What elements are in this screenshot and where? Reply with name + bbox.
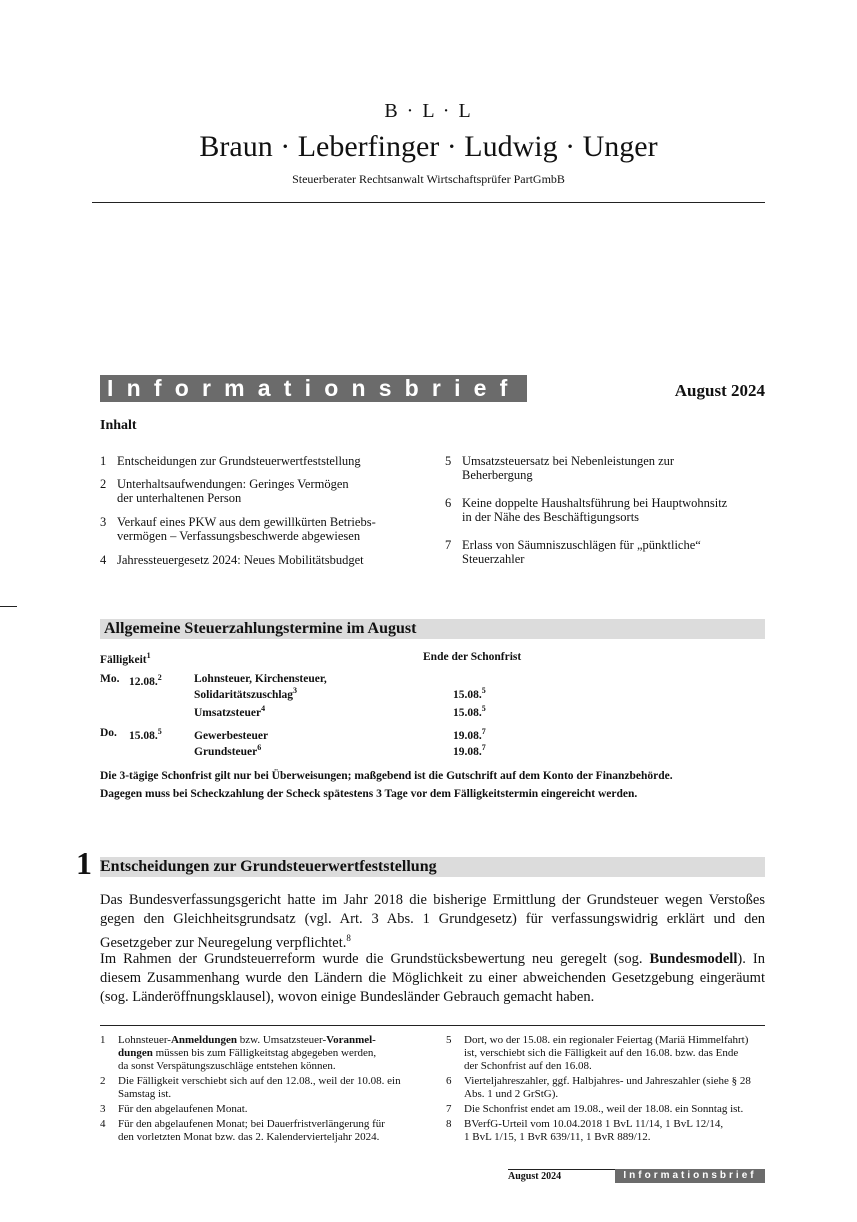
tax-type: Gewerbesteuer — [194, 729, 269, 742]
tax-type: Solidaritätszuschlag$^3$ — [194, 686, 298, 701]
footnote: 2 Die Fälligkeit verschiebt sich auf den 12.08., weil der 10.08. ein Samstag ist. — [100, 1075, 401, 1100]
toc-item-number: 6 — [445, 496, 452, 510]
body-paragraph: Im Rahmen der Grundsteuerreform wurde die Grundstücksbewertung neu geregelt (sog. Bundesmodell). In diesem Zusammenhang wurde den Ländern die Möglichkeit zu einer abweichenden Gesetzgebung eingeräumt (sog. Länderöffnungsklausel), wovon einige Bundesländer Gebrauch gemacht haben. — [100, 951, 765, 1005]
grace-end-date: 15.08.$^5$ — [453, 704, 486, 719]
due-day: Do. — [100, 727, 117, 739]
toc-item-label-cont: Beherbergung — [462, 468, 533, 482]
toc-item-label: Entscheidungen zur Grundsteuerwertfeststellung — [117, 454, 361, 468]
tax-type: Grundsteuer$^6$ — [194, 743, 262, 758]
toc-item-label-cont: vermögen – Verfassungsbeschwerde abgewiesen — [117, 529, 361, 543]
toc-heading: Inhalt — [100, 418, 137, 433]
toc-item-label: Verkauf eines PKW aus dem gewillkürten Betriebs- — [117, 515, 376, 529]
toc-item-number: 3 — [100, 515, 107, 529]
footnote: 8 BVerfG-Urteil vom 10.04.2018 1 BvL 11/14, 1 BvL 12/14, 1 BvL 1/15, 1 BvR 639/11, 1 BvR 889/12. — [446, 1118, 724, 1143]
toc-item-number: 2 — [100, 477, 107, 491]
toc-item-number: 4 — [100, 553, 107, 567]
grace-period-note: Die 3-tägige Schonfrist gilt nur bei Überweisungen; maßgebend ist die Gutschrift auf dem Konto der Finanzbehörde. — [100, 770, 673, 782]
tax-type: Lohnsteuer, Kirchensteuer, — [194, 673, 327, 685]
toc-item-number: 5 — [445, 454, 452, 468]
toc-item-label: Keine doppelte Haushaltsführung bei Hauptwohnsitz — [462, 496, 728, 510]
grace-end-date: 19.08.$^7$ — [453, 727, 486, 742]
footnote: 4 Für den abgelaufenen Monat; bei Dauerfristverlängerung für den vorletzten Monat bzw. das 2. Kalendervierteljahr 2024. — [100, 1118, 385, 1143]
newsletter-banner: Informationsbrief — [100, 375, 527, 402]
toc-item[interactable] — [445, 454, 765, 482]
due-date: 15.08.$^5$ — [129, 727, 162, 742]
col-header-grace-end: Ende der Schonfrist — [423, 651, 522, 663]
cheque-note: Dagegen muss bei Scheckzahlung der Scheck spätestens 3 Tage vor dem Fälligkeitstermin eingereicht werden. — [100, 788, 638, 800]
tax-type: Umsatzsteuer$^4$ — [194, 704, 266, 719]
toc-item-number: 7 — [445, 538, 452, 552]
footer-banner: Informationsbrief — [615, 1169, 765, 1183]
header-divider — [92, 202, 765, 203]
newsletter-month: August 2024 — [674, 381, 765, 400]
footnote: 6 Vierteljahreszahler, ggf. Halbjahres- und Jahreszahler (siehe § 28 Abs. 1 und 2 GrStG). — [446, 1075, 751, 1100]
due-date: 12.08.$^2$ — [129, 673, 162, 688]
footnote: 7 Die Schonfrist endet am 19.08., weil der 18.08. ein Sonntag ist. — [446, 1103, 744, 1115]
section-title: Entscheidungen zur Grundsteuerwertfeststellung — [100, 858, 437, 875]
section-number: 1 — [76, 845, 92, 881]
toc-item-label-cont: der unterhaltenen Person — [117, 491, 242, 505]
toc-item-label-cont: in der Nähe des Beschäftigungsorts — [462, 510, 640, 524]
toc-item-label: Umsatzsteuersatz bei Nebenleistungen zur — [462, 454, 675, 468]
toc-item-label: Jahressteuergesetz 2024: Neues Mobilitätsbudget — [117, 553, 364, 567]
footnote: 5 Dort, wo der 15.08. ein regionaler Feiertag (Mariä Himmelfahrt) ist, verschiebt sich die Fälligkeit auf den 16.08. bzw. das Ende der Schonfrist auf den 16.08. — [446, 1034, 749, 1072]
toc-item-number: 1 — [100, 454, 107, 468]
grace-end-date: 19.08.$^7$ — [453, 743, 486, 758]
col-header-due: Fälligkeit$^1$ — [100, 651, 151, 666]
firm-subtitle: Steuerberater Rechtsanwalt Wirtschaftsprüfer PartGmbB — [292, 172, 565, 186]
toc-item-label-cont: Steuerzahler — [462, 552, 525, 566]
toc-item[interactable] — [100, 515, 430, 543]
body-paragraph: Das Bundesverfassungsgericht hatte im Jahr 2018 die bisherige Ermittlung der Grundsteuer wegen Verstoßes gegen den Gleichheitsgrundsatz (vgl. Art. 3 Abs. 1 Grundgesetz) für verfassungswidrig erklärt und den Gesetzgeber zur Neuregelung verpflichtet.$^8$ — [100, 892, 765, 951]
footnote: 3 Für den abgelaufenen Monat. — [100, 1103, 248, 1115]
grace-end-date: 15.08.$^5$ — [453, 686, 486, 701]
due-day: Mo. — [100, 673, 120, 685]
fold-mark — [0, 606, 17, 607]
footnote-divider — [100, 1025, 765, 1026]
footnote: 1 Lohnsteuer-Anmeldungen bzw. Umsatzsteuer-Voranmel- dungen müssen bis zum Fälligkeitstag abgegeben werden, da sonst Verspätungszuschläge entstehen können. — [100, 1034, 377, 1072]
toc-item[interactable] — [445, 538, 765, 566]
toc-item[interactable] — [100, 553, 430, 567]
toc-item-label: Erlass von Säumniszuschlägen für „pünktliche“ — [462, 538, 701, 552]
toc-item[interactable] — [100, 454, 430, 468]
footer-month: August 2024 — [508, 1171, 562, 1182]
toc-item[interactable] — [100, 477, 430, 505]
firm-name: Braun · Leberfinger · Ludwig · Unger — [199, 130, 658, 163]
firm-initials: B · L · L — [384, 100, 473, 122]
payments-title: Allgemeine Steuerzahlungstermine im August — [104, 620, 417, 637]
toc-item[interactable] — [445, 496, 765, 524]
toc-item-label: Unterhaltsaufwendungen: Geringes Vermögen — [117, 477, 349, 491]
